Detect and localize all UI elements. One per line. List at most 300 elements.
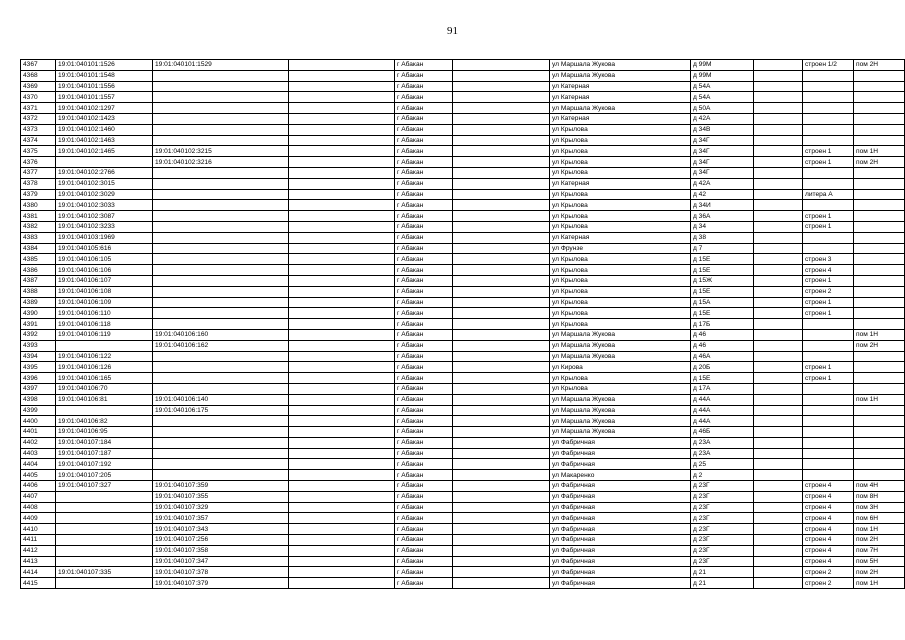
table-row <box>21 243 905 254</box>
row-number-cell: 4386 <box>21 265 56 276</box>
empty-cell-c <box>754 373 803 384</box>
row-number-cell: 4413 <box>21 556 56 567</box>
city-cell: г Абакан <box>395 567 453 578</box>
row-number-cell: 4367 <box>21 60 56 71</box>
cadastral-number-cell: 19:01:040102:3029 <box>56 189 153 200</box>
premises-cell <box>854 81 905 92</box>
cadastral-number-cell: 19:01:040107:335 <box>56 567 153 578</box>
house-cell: д 34Г <box>691 157 754 168</box>
street-cell: ул Маршала Жукова <box>550 394 691 405</box>
city-cell: г Абакан <box>395 221 453 232</box>
street-cell: ул Катерная <box>550 81 691 92</box>
empty-cell-b <box>453 351 550 362</box>
cadastral-number-cell: 19:01:040106:81 <box>56 394 153 405</box>
premises-cell: пом 2Н <box>854 535 905 546</box>
row-number-cell: 4400 <box>21 416 56 427</box>
empty-cell-b <box>453 448 550 459</box>
row-number-cell: 4395 <box>21 362 56 373</box>
empty-cell-a <box>289 70 395 81</box>
street-cell: ул Фабричная <box>550 524 691 535</box>
empty-cell-c <box>754 524 803 535</box>
city-cell: г Абакан <box>395 383 453 394</box>
street-cell: ул Фабричная <box>550 437 691 448</box>
cadastral-number-cell: 19:01:040107:205 <box>56 470 153 481</box>
empty-cell-c <box>754 351 803 362</box>
house-cell: д 7 <box>691 243 754 254</box>
row-number-cell: 4397 <box>21 383 56 394</box>
empty-cell-c <box>754 416 803 427</box>
table-row <box>21 200 905 211</box>
city-cell: г Абакан <box>395 319 453 330</box>
house-cell: д 23А <box>691 448 754 459</box>
premises-cell <box>854 470 905 481</box>
linked-cadastral-number-cell: 19:01:040106:140 <box>153 394 289 405</box>
linked-cadastral-number-cell <box>153 92 289 103</box>
street-cell: ул Макаренко <box>550 470 691 481</box>
city-cell: г Абакан <box>395 81 453 92</box>
row-number-cell: 4369 <box>21 81 56 92</box>
cadastral-number-cell: 19:01:040102:1465 <box>56 146 153 157</box>
premises-cell <box>854 275 905 286</box>
house-cell: д 99М <box>691 60 754 71</box>
street-cell: ул Крылова <box>550 221 691 232</box>
empty-cell-c <box>754 232 803 243</box>
linked-cadastral-number-cell: 19:01:040102:3215 <box>153 146 289 157</box>
empty-cell-b <box>453 535 550 546</box>
row-number-cell: 4401 <box>21 427 56 438</box>
row-number-cell: 4374 <box>21 135 56 146</box>
premises-cell <box>854 405 905 416</box>
premises-cell <box>854 319 905 330</box>
building-cell: строен 1 <box>803 146 854 157</box>
building-cell <box>803 329 854 340</box>
city-cell: г Абакан <box>395 146 453 157</box>
empty-cell-b <box>453 178 550 189</box>
premises-cell: пом 2Н <box>854 60 905 71</box>
empty-cell-b <box>453 470 550 481</box>
street-cell: ул Маршала Жукова <box>550 329 691 340</box>
linked-cadastral-number-cell <box>153 232 289 243</box>
cadastral-number-cell: 19:01:040106:106 <box>56 265 153 276</box>
cadastral-number-cell: 19:01:040107:187 <box>56 448 153 459</box>
empty-cell-c <box>754 211 803 222</box>
city-cell: г Абакан <box>395 189 453 200</box>
empty-cell-b <box>453 146 550 157</box>
street-cell: ул Фрунзе <box>550 243 691 254</box>
building-cell <box>803 405 854 416</box>
empty-cell-c <box>754 81 803 92</box>
empty-cell-c <box>754 60 803 71</box>
premises-cell: пом 4Н <box>854 481 905 492</box>
house-cell: д 46 <box>691 340 754 351</box>
linked-cadastral-number-cell <box>153 448 289 459</box>
row-number-cell: 4398 <box>21 394 56 405</box>
street-cell: ул Крылова <box>550 200 691 211</box>
linked-cadastral-number-cell <box>153 351 289 362</box>
linked-cadastral-number-cell <box>153 437 289 448</box>
empty-cell-a <box>289 340 395 351</box>
city-cell: г Абакан <box>395 502 453 513</box>
empty-cell-b <box>453 243 550 254</box>
city-cell: г Абакан <box>395 275 453 286</box>
premises-cell <box>854 308 905 319</box>
cadastral-number-cell: 19:01:040106:165 <box>56 373 153 384</box>
empty-cell-b <box>453 427 550 438</box>
house-cell: д 54А <box>691 92 754 103</box>
empty-cell-b <box>453 329 550 340</box>
house-cell: д 23Г <box>691 481 754 492</box>
building-cell <box>803 394 854 405</box>
empty-cell-b <box>453 60 550 71</box>
building-cell: строен 1 <box>803 157 854 168</box>
building-cell <box>803 124 854 135</box>
linked-cadastral-number-cell: 19:01:040107:378 <box>153 567 289 578</box>
linked-cadastral-number-cell <box>153 297 289 308</box>
street-cell: ул Крылова <box>550 373 691 384</box>
city-cell: г Абакан <box>395 362 453 373</box>
cadastral-number-cell: 19:01:040106:105 <box>56 254 153 265</box>
cadastral-number-cell: 19:01:040101:1556 <box>56 81 153 92</box>
empty-cell-b <box>453 491 550 502</box>
city-cell: г Абакан <box>395 211 453 222</box>
street-cell: ул Фабричная <box>550 535 691 546</box>
linked-cadastral-number-cell <box>153 189 289 200</box>
table-row <box>21 578 905 589</box>
house-cell: д 25 <box>691 459 754 470</box>
cadastral-number-cell: 19:01:040106:108 <box>56 286 153 297</box>
empty-cell-a <box>289 178 395 189</box>
row-number-cell: 4405 <box>21 470 56 481</box>
empty-cell-b <box>453 232 550 243</box>
row-number-cell: 4371 <box>21 103 56 114</box>
empty-cell-a <box>289 157 395 168</box>
empty-cell-b <box>453 135 550 146</box>
empty-cell-c <box>754 470 803 481</box>
city-cell: г Абакан <box>395 556 453 567</box>
house-cell: д 42А <box>691 178 754 189</box>
table-row <box>21 113 905 124</box>
house-cell: д 15Е <box>691 286 754 297</box>
cadastral-number-cell <box>56 524 153 535</box>
street-cell: ул Крылова <box>550 211 691 222</box>
linked-cadastral-number-cell <box>153 383 289 394</box>
house-cell: д 34Г <box>691 167 754 178</box>
empty-cell-a <box>289 416 395 427</box>
row-number-cell: 4415 <box>21 578 56 589</box>
empty-cell-c <box>754 448 803 459</box>
row-number-cell: 4404 <box>21 459 56 470</box>
empty-cell-c <box>754 556 803 567</box>
table-row <box>21 491 905 502</box>
row-number-cell: 4414 <box>21 567 56 578</box>
empty-cell-b <box>453 545 550 556</box>
empty-cell-a <box>289 189 395 200</box>
street-cell: ул Фабричная <box>550 567 691 578</box>
premises-cell <box>854 124 905 135</box>
table-row <box>21 524 905 535</box>
empty-cell-c <box>754 567 803 578</box>
empty-cell-b <box>453 265 550 276</box>
building-cell: строен 1 <box>803 373 854 384</box>
row-number-cell: 4407 <box>21 491 56 502</box>
empty-cell-c <box>754 286 803 297</box>
empty-cell-b <box>453 556 550 567</box>
empty-cell-b <box>453 362 550 373</box>
empty-cell-a <box>289 556 395 567</box>
cadastral-number-cell <box>56 535 153 546</box>
street-cell: ул Крылова <box>550 167 691 178</box>
cadastral-number-cell <box>56 340 153 351</box>
street-cell: ул Маршала Жукова <box>550 405 691 416</box>
empty-cell-c <box>754 437 803 448</box>
empty-cell-b <box>453 103 550 114</box>
street-cell: ул Маршала Жукова <box>550 340 691 351</box>
cadastral-number-cell: 19:01:040106:107 <box>56 275 153 286</box>
empty-cell-a <box>289 437 395 448</box>
empty-cell-b <box>453 383 550 394</box>
table-row <box>21 189 905 200</box>
table-row <box>21 373 905 384</box>
empty-cell-c <box>754 481 803 492</box>
building-cell: строен 2 <box>803 578 854 589</box>
empty-cell-a <box>289 103 395 114</box>
empty-cell-a <box>289 394 395 405</box>
premises-cell: пом 5Н <box>854 556 905 567</box>
premises-cell <box>854 113 905 124</box>
premises-cell: пом 6Н <box>854 513 905 524</box>
premises-cell <box>854 92 905 103</box>
city-cell: г Абакан <box>395 470 453 481</box>
empty-cell-b <box>453 416 550 427</box>
empty-cell-c <box>754 70 803 81</box>
table-row <box>21 437 905 448</box>
house-cell: д 44А <box>691 394 754 405</box>
house-cell: д 23Г <box>691 513 754 524</box>
premises-cell: пом 1Н <box>854 146 905 157</box>
building-cell: строен 1 <box>803 211 854 222</box>
empty-cell-c <box>754 189 803 200</box>
empty-cell-c <box>754 275 803 286</box>
cadastral-number-cell: 19:01:040101:1548 <box>56 70 153 81</box>
cadastral-number-cell: 19:01:040106:82 <box>56 416 153 427</box>
empty-cell-a <box>289 405 395 416</box>
house-cell: д 42А <box>691 113 754 124</box>
house-cell: д 23Г <box>691 502 754 513</box>
table-row <box>21 535 905 546</box>
street-cell: ул Катерная <box>550 178 691 189</box>
cadastral-number-cell <box>56 545 153 556</box>
linked-cadastral-number-cell: 19:01:040107:355 <box>153 491 289 502</box>
table-row <box>21 178 905 189</box>
city-cell: г Абакан <box>395 265 453 276</box>
building-cell: строен 4 <box>803 513 854 524</box>
row-number-cell: 4381 <box>21 211 56 222</box>
table-row <box>21 394 905 405</box>
empty-cell-a <box>289 275 395 286</box>
building-cell: литера А <box>803 189 854 200</box>
row-number-cell: 4394 <box>21 351 56 362</box>
building-cell <box>803 416 854 427</box>
empty-cell-a <box>289 481 395 492</box>
street-cell: ул Фабричная <box>550 459 691 470</box>
table-row <box>21 70 905 81</box>
house-cell: д 34И <box>691 200 754 211</box>
premises-cell <box>854 351 905 362</box>
empty-cell-a <box>289 308 395 319</box>
premises-cell <box>854 448 905 459</box>
city-cell: г Абакан <box>395 135 453 146</box>
city-cell: г Абакан <box>395 308 453 319</box>
building-cell <box>803 167 854 178</box>
premises-cell <box>854 427 905 438</box>
row-number-cell: 4389 <box>21 297 56 308</box>
building-cell <box>803 135 854 146</box>
empty-cell-c <box>754 394 803 405</box>
house-cell: д 23Г <box>691 535 754 546</box>
cadastral-register-table <box>20 59 905 589</box>
table-row <box>21 545 905 556</box>
cadastral-number-cell: 19:01:040102:1460 <box>56 124 153 135</box>
house-cell: д 34Г <box>691 135 754 146</box>
house-cell: д 20Б <box>691 362 754 373</box>
linked-cadastral-number-cell: 19:01:040106:160 <box>153 329 289 340</box>
empty-cell-a <box>289 545 395 556</box>
empty-cell-a <box>289 351 395 362</box>
empty-cell-a <box>289 286 395 297</box>
street-cell: ул Крылова <box>550 135 691 146</box>
linked-cadastral-number-cell <box>153 275 289 286</box>
table-row <box>21 405 905 416</box>
table-row <box>21 502 905 513</box>
empty-cell-a <box>289 502 395 513</box>
house-cell: д 15Е <box>691 373 754 384</box>
empty-cell-a <box>289 362 395 373</box>
building-cell <box>803 448 854 459</box>
building-cell: строен 1 <box>803 308 854 319</box>
linked-cadastral-number-cell <box>153 211 289 222</box>
house-cell: д 15Е <box>691 254 754 265</box>
empty-cell-c <box>754 535 803 546</box>
house-cell: д 17А <box>691 383 754 394</box>
empty-cell-a <box>289 265 395 276</box>
premises-cell <box>854 221 905 232</box>
street-cell: ул Маршала Жукова <box>550 427 691 438</box>
empty-cell-c <box>754 513 803 524</box>
street-cell: ул Катерная <box>550 113 691 124</box>
premises-cell <box>854 200 905 211</box>
empty-cell-b <box>453 92 550 103</box>
empty-cell-b <box>453 157 550 168</box>
row-number-cell: 4388 <box>21 286 56 297</box>
linked-cadastral-number-cell <box>153 70 289 81</box>
street-cell: ул Крылова <box>550 265 691 276</box>
street-cell: ул Маршала Жукова <box>550 60 691 71</box>
city-cell: г Абакан <box>395 491 453 502</box>
empty-cell-a <box>289 92 395 103</box>
city-cell: г Абакан <box>395 481 453 492</box>
empty-cell-b <box>453 513 550 524</box>
building-cell: строен 4 <box>803 502 854 513</box>
empty-cell-a <box>289 124 395 135</box>
cadastral-number-cell: 19:01:040103:1969 <box>56 232 153 243</box>
house-cell: д 99М <box>691 70 754 81</box>
cadastral-number-cell <box>56 157 153 168</box>
building-cell: строен 4 <box>803 265 854 276</box>
table-row <box>21 362 905 373</box>
cadastral-number-cell: 19:01:040107:327 <box>56 481 153 492</box>
premises-cell: пом 8Н <box>854 491 905 502</box>
linked-cadastral-number-cell <box>153 221 289 232</box>
street-cell: ул Фабричная <box>550 448 691 459</box>
table-row <box>21 167 905 178</box>
empty-cell-a <box>289 146 395 157</box>
empty-cell-c <box>754 362 803 373</box>
building-cell <box>803 459 854 470</box>
table-row <box>21 319 905 330</box>
premises-cell <box>854 362 905 373</box>
row-number-cell: 4410 <box>21 524 56 535</box>
street-cell: ул Крылова <box>550 286 691 297</box>
house-cell: д 46А <box>691 351 754 362</box>
city-cell: г Абакан <box>395 70 453 81</box>
empty-cell-a <box>289 535 395 546</box>
building-cell <box>803 383 854 394</box>
row-number-cell: 4406 <box>21 481 56 492</box>
linked-cadastral-number-cell <box>153 373 289 384</box>
cadastral-number-cell <box>56 502 153 513</box>
linked-cadastral-number-cell <box>153 124 289 135</box>
street-cell: ул Крылова <box>550 383 691 394</box>
building-cell <box>803 351 854 362</box>
city-cell: г Абакан <box>395 178 453 189</box>
building-cell <box>803 232 854 243</box>
row-number-cell: 4379 <box>21 189 56 200</box>
house-cell: д 34В <box>691 124 754 135</box>
table-row <box>21 124 905 135</box>
empty-cell-b <box>453 502 550 513</box>
empty-cell-b <box>453 211 550 222</box>
row-number-cell: 4384 <box>21 243 56 254</box>
empty-cell-c <box>754 113 803 124</box>
city-cell: г Абакан <box>395 416 453 427</box>
linked-cadastral-number-cell <box>153 470 289 481</box>
row-number-cell: 4382 <box>21 221 56 232</box>
city-cell: г Абакан <box>395 513 453 524</box>
premises-cell: пом 1Н <box>854 329 905 340</box>
empty-cell-b <box>453 297 550 308</box>
empty-cell-c <box>754 491 803 502</box>
linked-cadastral-number-cell: 19:01:040107:347 <box>153 556 289 567</box>
cadastral-number-cell: 19:01:040106:70 <box>56 383 153 394</box>
city-cell: г Абакан <box>395 329 453 340</box>
city-cell: г Абакан <box>395 92 453 103</box>
table-row <box>21 459 905 470</box>
empty-cell-b <box>453 578 550 589</box>
linked-cadastral-number-cell: 19:01:040107:357 <box>153 513 289 524</box>
house-cell: д 2 <box>691 470 754 481</box>
linked-cadastral-number-cell: 19:01:040106:175 <box>153 405 289 416</box>
house-cell: д 46 <box>691 329 754 340</box>
cadastral-number-cell: 19:01:040101:1526 <box>56 60 153 71</box>
table-row <box>21 232 905 243</box>
building-cell <box>803 81 854 92</box>
premises-cell <box>854 437 905 448</box>
building-cell: строен 1 <box>803 275 854 286</box>
building-cell <box>803 92 854 103</box>
page-number: 91 <box>447 25 458 37</box>
empty-cell-a <box>289 297 395 308</box>
cadastral-number-cell: 19:01:040105:616 <box>56 243 153 254</box>
